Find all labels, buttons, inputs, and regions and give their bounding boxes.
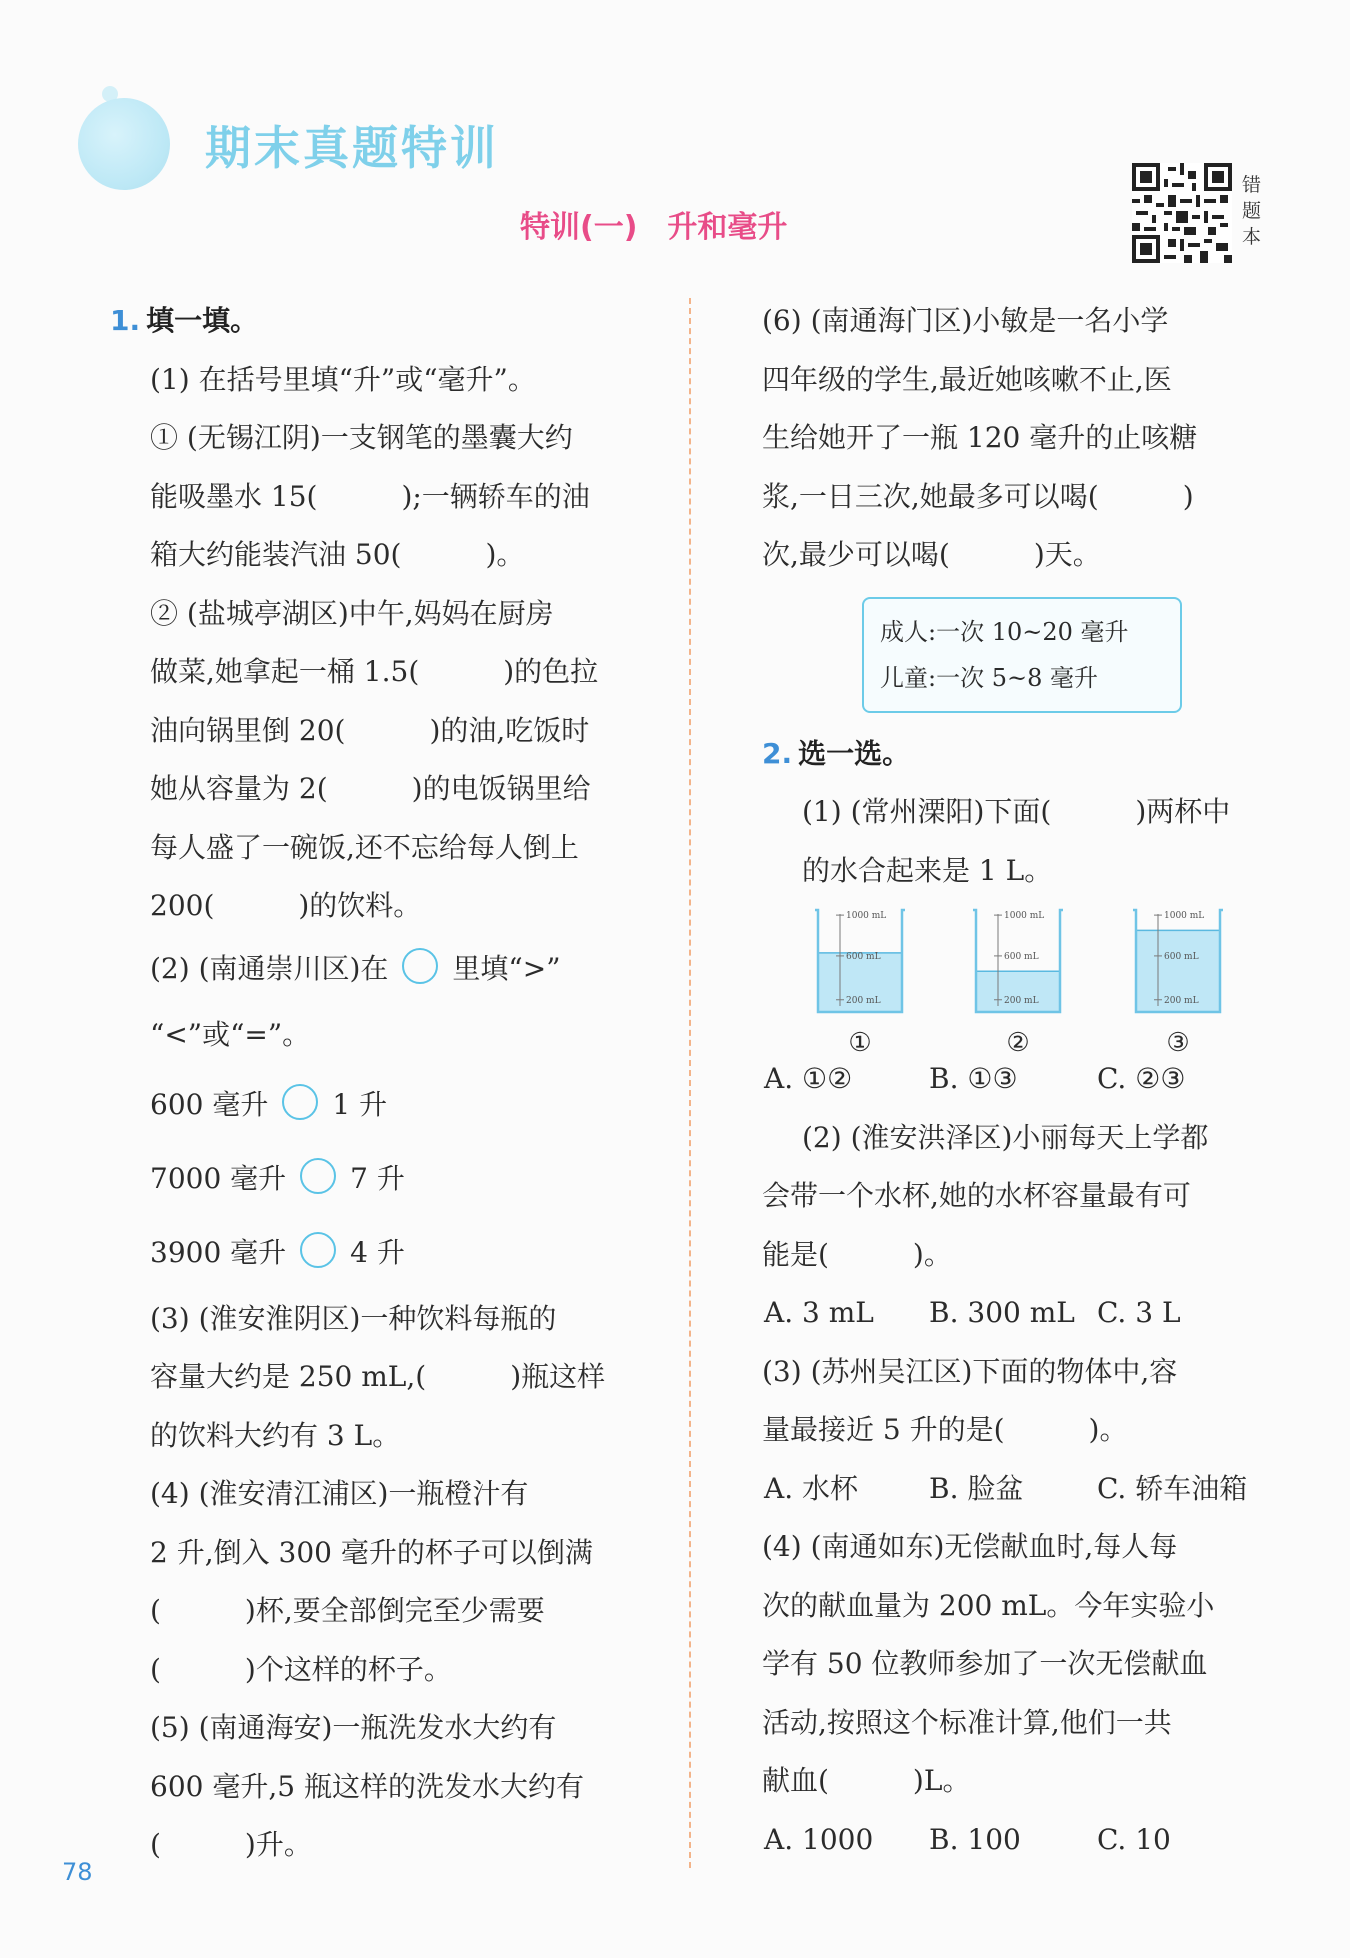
text-line: 浆,一日三次,她最多可以喝( ) [762,479,1194,513]
text-line: 她从容量为 2( )的电饭锅里给 [150,772,591,805]
option-b[interactable]: B. 100 [929,1822,1021,1856]
options-row [762,1284,1272,1343]
option-a[interactable]: A. 3 mL [764,1296,874,1329]
compare-row: 7000 毫升 7 升 [110,1142,665,1216]
text-line: 每人盛了一碗饭,还不忘给每人倒上 [150,830,579,864]
compare-row: 600 毫升 1 升 [110,1068,665,1142]
text-line: (2) (南通崇川区)在 里填“>” [110,936,665,1002]
text-line: 会带一个水杯,她的水杯容量最有可 [762,1179,1191,1212]
text-line: (6) (南通海门区)小敏是一名小学 [762,304,1169,337]
page-title: 期末真题特训 [205,121,499,175]
options-row [762,1811,1272,1870]
question-number: 2. [762,736,793,770]
scale-mark-label: 200 mL [1164,995,1199,1006]
text-line: ② (盐城亭湖区)中午,妈妈在厨房 [150,596,554,630]
qr-label: 错 题 本 [1242,174,1262,248]
text-line: ( )杯,要全部倒完至少需要 [150,1594,545,1627]
text-line: 量最接近 5 升的是( )。 [762,1413,1128,1446]
text-line: 的水合起来是 1 L。 [802,853,1053,887]
option-c[interactable]: C. 10 [1097,1822,1171,1856]
scale-mark-label: 1000 mL [1164,911,1205,922]
option-c[interactable]: C. ②③ [1097,1062,1186,1095]
text-line: (1) 在括号里填“升”或“毫升”。 [150,362,536,396]
scale-mark-label: 200 mL [1004,995,1039,1006]
text-line: 能吸墨水 15( );一辆轿车的油 [150,479,590,513]
text-line: 2 升,倒入 300 毫升的杯子可以倒满 [150,1535,593,1569]
beaker-icon [1132,900,1224,1018]
options-row [762,1460,1272,1519]
page-number: 78 [62,1858,93,1886]
text-line: 学有 50 位教师参加了一次无偿献血 [762,1647,1208,1680]
beaker [1132,900,1224,1058]
answer-circle[interactable] [282,1084,318,1120]
scale-mark-label: 600 mL [1004,951,1039,962]
text-line: 600 毫升,5 瓶这样的洗发水大约有 [150,1769,584,1803]
text-line: (2) (淮安洪泽区)小丽每天上学都 [802,1120,1209,1154]
text-line: 次的献血量为 200 mL。今年实验小 [762,1588,1215,1622]
text-line: 四年级的学生,最近她咳嗽不止,医 [762,362,1172,396]
left-column [110,292,665,1875]
scale-mark-label: 200 mL [846,995,881,1006]
text-line: (4) (南通如东)无偿献血时,每人每 [762,1530,1178,1563]
beaker-label: ① [848,1028,872,1058]
text-line: 生给她开了一瓶 120 毫升的止咳糖 [762,421,1198,454]
answer-circle[interactable] [300,1158,336,1194]
text-line: 油向锅里倒 20( )的油,吃饭时 [150,713,590,747]
answer-circle[interactable] [300,1232,336,1268]
beaker-label: ③ [1166,1028,1190,1058]
beaker-figure [802,900,1272,1058]
option-b[interactable]: B. ①③ [929,1062,1018,1095]
option-b[interactable]: B. 脸盆 [929,1471,1024,1505]
text-line: 的饮料大约有 3 L。 [150,1418,401,1452]
text-line: (5) (南通海安)一瓶洗发水大约有 [150,1711,557,1744]
text-line: (3) (淮安淮阴区)一种饮料每瓶的 [150,1301,557,1335]
compare-circle-icon [402,948,438,984]
right-column [762,292,1272,1869]
option-a[interactable]: A. ①② [764,1062,853,1095]
note-line: 儿童:一次 5~8 毫升 [880,663,1098,692]
options-row [762,1050,1272,1109]
column-divider [689,298,691,1868]
compare-row: 3900 毫升 4 升 [110,1216,665,1290]
qr-code-icon[interactable] [1132,163,1232,263]
text-line: 容量大约是 250 mL,( )瓶这样 [150,1360,606,1393]
text-line: 箱大约能装汽油 50( )。 [150,538,525,571]
question-2-heading [762,725,1272,784]
text-line: ( )升。 [150,1828,312,1861]
text-line: “<”或“=”。 [150,1017,311,1051]
question-title: 选一选。 [798,736,911,770]
option-a[interactable]: A. 1000 [764,1822,874,1856]
scale-mark-label: 1000 mL [1004,911,1045,922]
option-c[interactable]: C. 轿车油箱 [1097,1471,1248,1505]
note-line: 成人:一次 10~20 毫升 [880,617,1129,646]
text-line: (3) (苏州吴江区)下面的物体中,容 [762,1354,1178,1388]
beaker-icon [814,900,906,1018]
beaker-label: ② [1006,1028,1030,1058]
text-line: 活动,按照这个标准计算,他们一共 [762,1705,1172,1739]
option-c[interactable]: C. 3 L [1097,1296,1181,1329]
text-line: 献血( )L。 [762,1764,971,1797]
dosage-note-box [862,597,1182,713]
question-title: 填一填。 [146,304,259,337]
decorative-bubble [78,98,170,190]
beaker-icon [972,900,1064,1018]
option-b[interactable]: B. 300 mL [929,1296,1075,1329]
text-line: (1) (常州溧阳)下面( )两杯中 [802,795,1231,828]
scale-mark-label: 600 mL [1164,951,1199,962]
text-line: 能是( )。 [762,1237,952,1271]
scale-mark-label: 600 mL [846,951,881,962]
beaker [814,900,906,1058]
scale-mark-label: 1000 mL [846,911,887,922]
text-line: 次,最少可以喝( )天。 [762,538,1101,571]
text-line: 做菜,她拿起一桶 1.5( )的色拉 [150,655,599,688]
text-line: ( )个这样的杯子。 [150,1652,452,1686]
beaker [972,900,1064,1058]
section-title: 特训(一) 升和毫升 [520,210,788,245]
question-number: 1. [110,304,141,337]
option-a[interactable]: A. 水杯 [764,1471,859,1505]
text-line: 200( )的饮料。 [150,889,422,922]
text-line: ① (无锡江阴)一支钢笔的墨囊大约 [150,421,573,454]
text-line: (4) (淮安清江浦区)一瓶橙汁有 [150,1477,529,1510]
question-1-heading [110,292,665,351]
